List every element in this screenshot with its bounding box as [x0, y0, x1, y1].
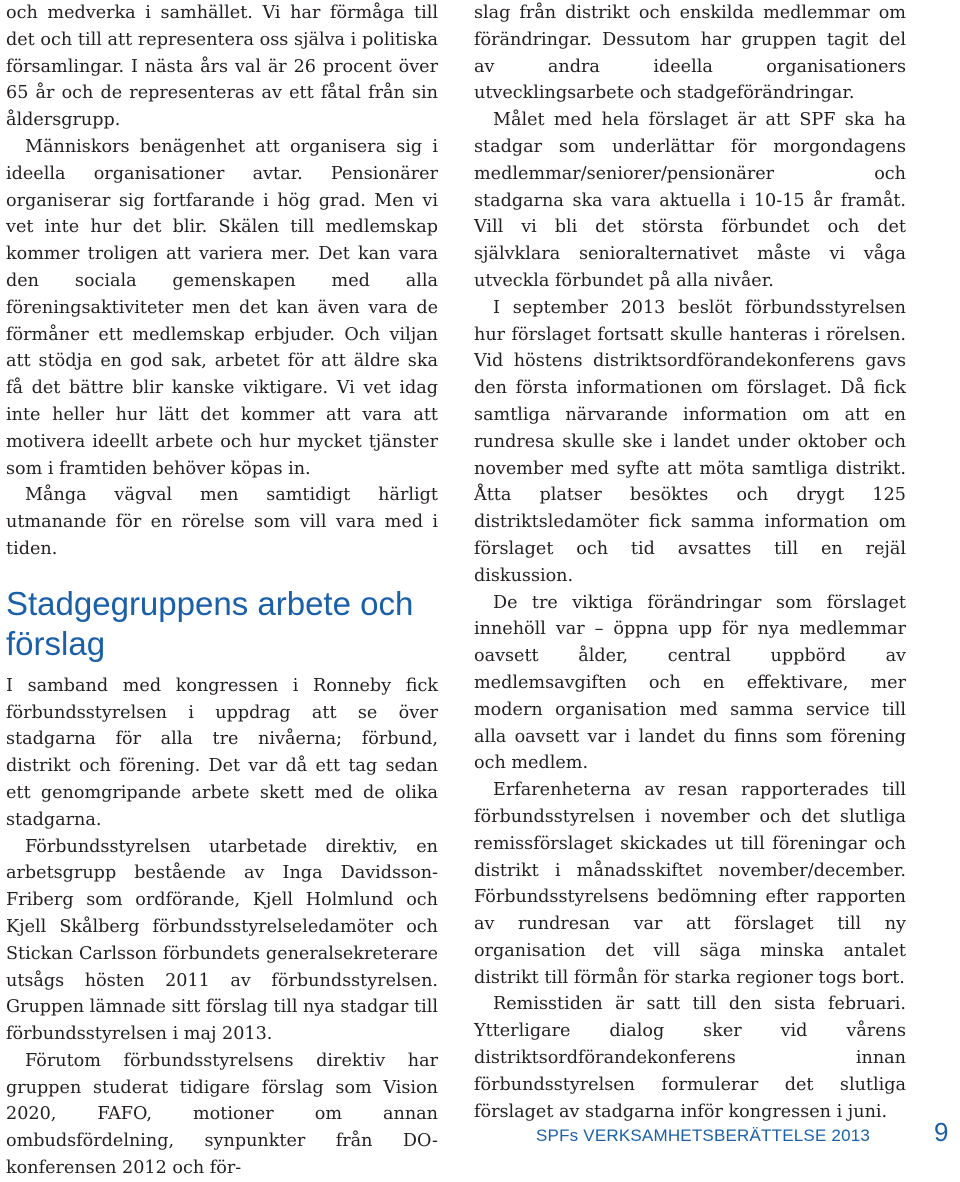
paragraph: Remisstiden är satt till den sista februari. Ytterligare dialog sker vid vårens distriktsordförandekonferens innan förbundsstyrelsen formulerar det slutliga förslaget av stadgarna inför kongressen i juni. — [474, 994, 906, 1122]
right-column — [474, 0, 906, 1125]
left-column — [6, 0, 438, 1182]
paragraph: Förutom förbundsstyrelsens direktiv har gruppen studerat tidigare förslag som Vision 2020, FAFO, motioner om annan ombudsfördelning, synpunkter från DO-konferensen 2012 och för- — [6, 1050, 438, 1179]
paragraph: Människors benägenhet att organisera sig i ideella organisationer avtar. Pensionärer organiserar sig fortfarande i hög grad. Men vi vet inte hur det blir. Skälen till medlemskap kommer troligen att variera mer. Det kan vara den sociala gemenskapen med alla föreningsaktiviteter men det kan även vara de förmåner ett medlemskap erbjuder. Och viljan att stödja en god sak, arbetet för att äldre ska få det bättre blir kanske viktigare. Vi vet idag inte heller hur lätt det kommer att vara att motivera ideellt arbete och hur mycket tjänster som i framtiden behöver köpas in. — [6, 136, 438, 479]
paragraph: I september 2013 beslöt förbundsstyrelsen hur förslaget fortsatt skulle hanteras i rörelsen. Vid höstens distriktsordförandekonferens gavs den första informationen om förslaget. Då fick samtliga närvarande information om att en rundresa skulle ske i landet under oktober och november med syfte att möta samtliga distrikt. Åtta platser besöktes och drygt 125 distriktsledamöter fick samma information om förslaget och tid avsattes till en rejäl diskussion. — [474, 297, 906, 586]
paragraph: och medverka i samhället. Vi har förmåga till det och till att representera oss själva i politiska församlingar. I nästa års val är 26 procent över 65 år och de representeras av ett fåtal från sin åldersgrupp. — [6, 3, 438, 131]
paragraph: Många vägval men samtidigt härligt utmanande för en rörelse som vill vara med i tiden. — [6, 485, 438, 559]
paragraph: slag från distrikt och enskilda medlemmar om förändringar. Dessutom har gruppen tagit del av andra ideella organisationers utvecklingsarbete och stadgeförändringar. — [474, 3, 906, 104]
paragraph: I samband med kongressen i Ronneby fick förbundsstyrelsen i uppdrag att se över stadgarna för alla tre nivåerna; förbund, distrikt och förening. Det var då ett tag sedan ett genomgripande arbete skett med de olika stadgarna. — [6, 675, 438, 830]
footer-title: SPFs VERKSAMHETSBERÄTTELSE 2013 — [536, 1126, 871, 1145]
paragraph: Målet med hela förslaget är att SPF ska ha stadgar som underlättar för morgondagens medlemmar/seniorer/pensionärer och stadgarna ska vara aktuella i 10-15 år framåt. Vill vi bli det största förbundet och det självklara senioralternativet måste vi våga utveckla förbundet på alla nivåer. — [474, 110, 906, 291]
page-number: 9 — [934, 1117, 949, 1147]
section-heading: Stadgegruppens arbete och förslag — [6, 584, 414, 662]
paragraph: De tre viktiga förändringar som förslaget innehöll var – öppna upp för nya medlemmar oavsett ålder, central uppbörd av medlemsavgiften och en effektivare, mer modern organisation med samma service till alla oavsett var i landet du finns som förening och medlem. — [474, 592, 906, 774]
paragraph: Erfarenheterna av resan rapporterades till förbundsstyrelsen i november och det slutliga remissförslaget skickades ut till föreningar och distrikt i månadsskiftet november/december. Förbundsstyrelsens bedömning efter rapporten av rundresan var att förslaget till ny organisation det vill säga minska antalet distrikt till förmån för starka regioner togs bort. — [474, 780, 906, 988]
paragraph: Förbundsstyrelsen utarbetade direktiv, en arbetsgrupp bestående av Inga Davidsson-Friberg som ordförande, Kjell Holmlund och Kjell Skålberg förbundsstyrelseledamöter och Stickan Carlsson förbundets generalsekreterare utsågs hösten 2011 av förbundsstyrelsen. Gruppen lämnade sitt förslag till nya stadgar till förbundsstyrelsen i maj 2013. — [6, 836, 438, 1045]
